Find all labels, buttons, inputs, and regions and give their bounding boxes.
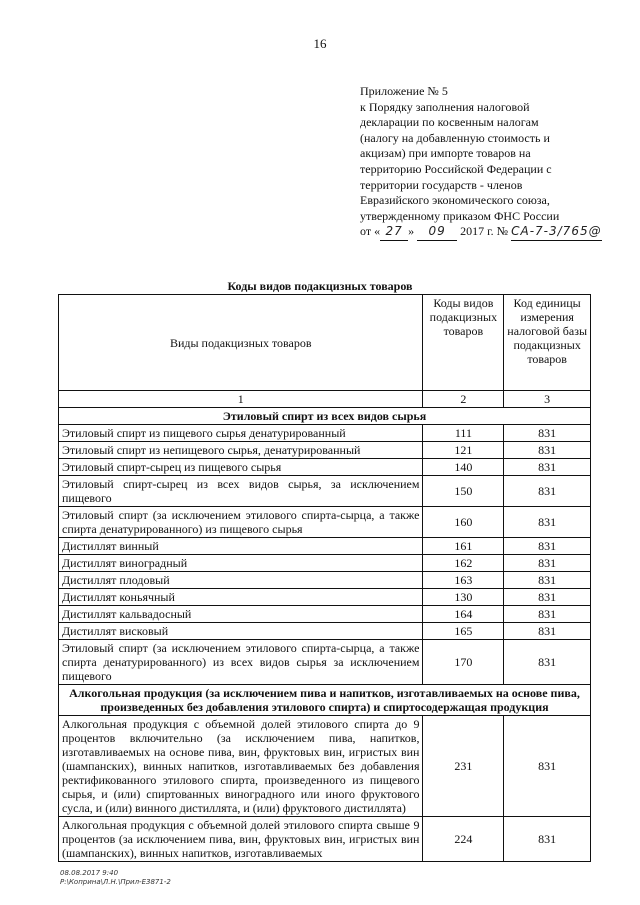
- goods-code: 165: [423, 623, 504, 640]
- table-row: [59, 640, 591, 685]
- table-header-row: [59, 295, 591, 391]
- goods-name: Этиловый спирт из пищевого сырья денатурированный: [59, 425, 423, 442]
- goods-code: 224: [423, 817, 504, 862]
- header-goods: Виды подакцизных товаров: [59, 295, 423, 391]
- table-row: [59, 425, 591, 442]
- section-row: [59, 408, 591, 425]
- table-row: [59, 572, 591, 589]
- goods-code: 162: [423, 555, 504, 572]
- goods-name: Этиловый спирт из непищевого сырья, денатурированный: [59, 442, 423, 459]
- unit-code: 831: [504, 476, 591, 507]
- goods-name: Дистиллят винный: [59, 538, 423, 555]
- goods-name: Этиловый спирт (за исключением этилового спирта-сырца, а также спирта денатурированного) из всех видов сырья за исключением пищевого: [59, 640, 423, 685]
- order-month: 09: [417, 224, 457, 241]
- unit-code: 831: [504, 606, 591, 623]
- page-title: Коды видов подакцизных товаров: [227, 279, 413, 293]
- column-number-row: [59, 391, 591, 408]
- table-row: [59, 507, 591, 538]
- goods-code: 164: [423, 606, 504, 623]
- unit-code: 831: [504, 623, 591, 640]
- appendix-line: к Порядку заполнения налоговой: [360, 99, 530, 114]
- goods-code: 150: [423, 476, 504, 507]
- appendix-line: акцизам) при импорте товаров на: [360, 146, 531, 161]
- table-row: [59, 716, 591, 817]
- unit-code: 831: [504, 538, 591, 555]
- table-row: [59, 623, 591, 640]
- unit-code: 831: [504, 589, 591, 606]
- goods-code: 163: [423, 572, 504, 589]
- order-year: 2017 г. №: [460, 224, 509, 239]
- order-date-line: [360, 224, 600, 241]
- goods-name: Этиловый спирт (за исключением этилового спирта-сырца, а также спирта денатурированного) из пищевого сырья: [59, 507, 423, 538]
- goods-code: 231: [423, 716, 504, 817]
- goods-code: 161: [423, 538, 504, 555]
- goods-name: Алкогольная продукция с объемной долей этилового спирта до 9 процентов включительно (за исключением пива, напитков, изготавливаемых на основе пива, вин, фруктовых вин, игристых вин (шампанских), винных напитков, изготавливаемых без добавления ректификованного этилового спирта, произведенного из пищевого сырья, и (или) спиртованных виноградного или иного фруктового сусла, и (или) винного дистиллята, и (или) фруктового дистиллята): [59, 716, 423, 817]
- appendix-line: декларации по косвенным налогам: [360, 115, 539, 130]
- appendix-line: территорию Российской Федерации с: [360, 161, 552, 176]
- order-number: СА-7-3/765@: [511, 224, 601, 241]
- footer-filepath: Р:\Коприна\Л.Н.\Прил-Е3871-2: [60, 878, 171, 886]
- col-number: 1: [59, 391, 423, 408]
- unit-code: 831: [504, 640, 591, 685]
- unit-code: 831: [504, 459, 591, 476]
- appendix-line: (налогу на добавленную стоимость и: [360, 130, 550, 145]
- unit-code: 831: [504, 442, 591, 459]
- unit-code: 831: [504, 572, 591, 589]
- date-mid: »: [408, 224, 415, 239]
- table-row: [59, 459, 591, 476]
- unit-code: 831: [504, 425, 591, 442]
- unit-code: 831: [504, 817, 591, 862]
- table-row: [59, 606, 591, 623]
- unit-code: 831: [504, 507, 591, 538]
- excise-codes-table: [58, 294, 591, 862]
- order-day: 27: [380, 224, 408, 241]
- goods-code: 170: [423, 640, 504, 685]
- appendix-line: территории государств - членов: [360, 177, 523, 192]
- goods-code: 140: [423, 459, 504, 476]
- appendix-line: Евразийского экономического союза,: [360, 193, 550, 208]
- table-row: [59, 589, 591, 606]
- goods-name: Дистиллят кальвадосный: [59, 606, 423, 623]
- section-title: Алкогольная продукция (за исключением пива и напитков, изготавливаемых на основе пива, произведенных без добавления этилового спирта) и спиртосодержащая продукция: [59, 685, 591, 716]
- print-footer: [60, 869, 171, 887]
- goods-code: 111: [423, 425, 504, 442]
- section-row: [59, 685, 591, 716]
- goods-name: Дистиллят висковый: [59, 623, 423, 640]
- col-number: 3: [504, 391, 591, 408]
- table-row: [59, 817, 591, 862]
- section-title: Этиловый спирт из всех видов сырья: [59, 408, 591, 425]
- goods-name: Этиловый спирт-сырец из всех видов сырья, за исключением пищевого: [59, 476, 423, 507]
- goods-name: Дистиллят плодовый: [59, 572, 423, 589]
- header-code: Коды видов подакцизных товаров: [423, 295, 504, 391]
- goods-code: 130: [423, 589, 504, 606]
- table-row: [59, 555, 591, 572]
- goods-name: Алкогольная продукция с объемной долей этилового спирта свыше 9 процентов (за исключением пива, вин, фруктовых вин, игристых вин (шампанских), винных напитков, изготавливаемых: [59, 817, 423, 862]
- col-number: 2: [423, 391, 504, 408]
- unit-code: 831: [504, 555, 591, 572]
- appendix-line: Приложение № 5: [360, 84, 448, 98]
- footer-timestamp: 08.08.2017 9:40: [60, 869, 119, 877]
- goods-code: 160: [423, 507, 504, 538]
- table-row: [59, 442, 591, 459]
- goods-name: Этиловый спирт-сырец из пищевого сырья: [59, 459, 423, 476]
- goods-name: Дистиллят виноградный: [59, 555, 423, 572]
- unit-code: 831: [504, 716, 591, 817]
- appendix-header: [360, 84, 600, 241]
- header-unit: Код единицы измерения налоговой базы подакцизных товаров: [504, 295, 591, 391]
- goods-code: 121: [423, 442, 504, 459]
- table-row: [59, 538, 591, 555]
- appendix-line: утвержденному приказом ФНС России: [360, 208, 560, 223]
- table-row: [59, 476, 591, 507]
- page-number: 16: [313, 36, 327, 51]
- goods-name: Дистиллят коньячный: [59, 589, 423, 606]
- date-prefix: от «: [360, 224, 381, 239]
